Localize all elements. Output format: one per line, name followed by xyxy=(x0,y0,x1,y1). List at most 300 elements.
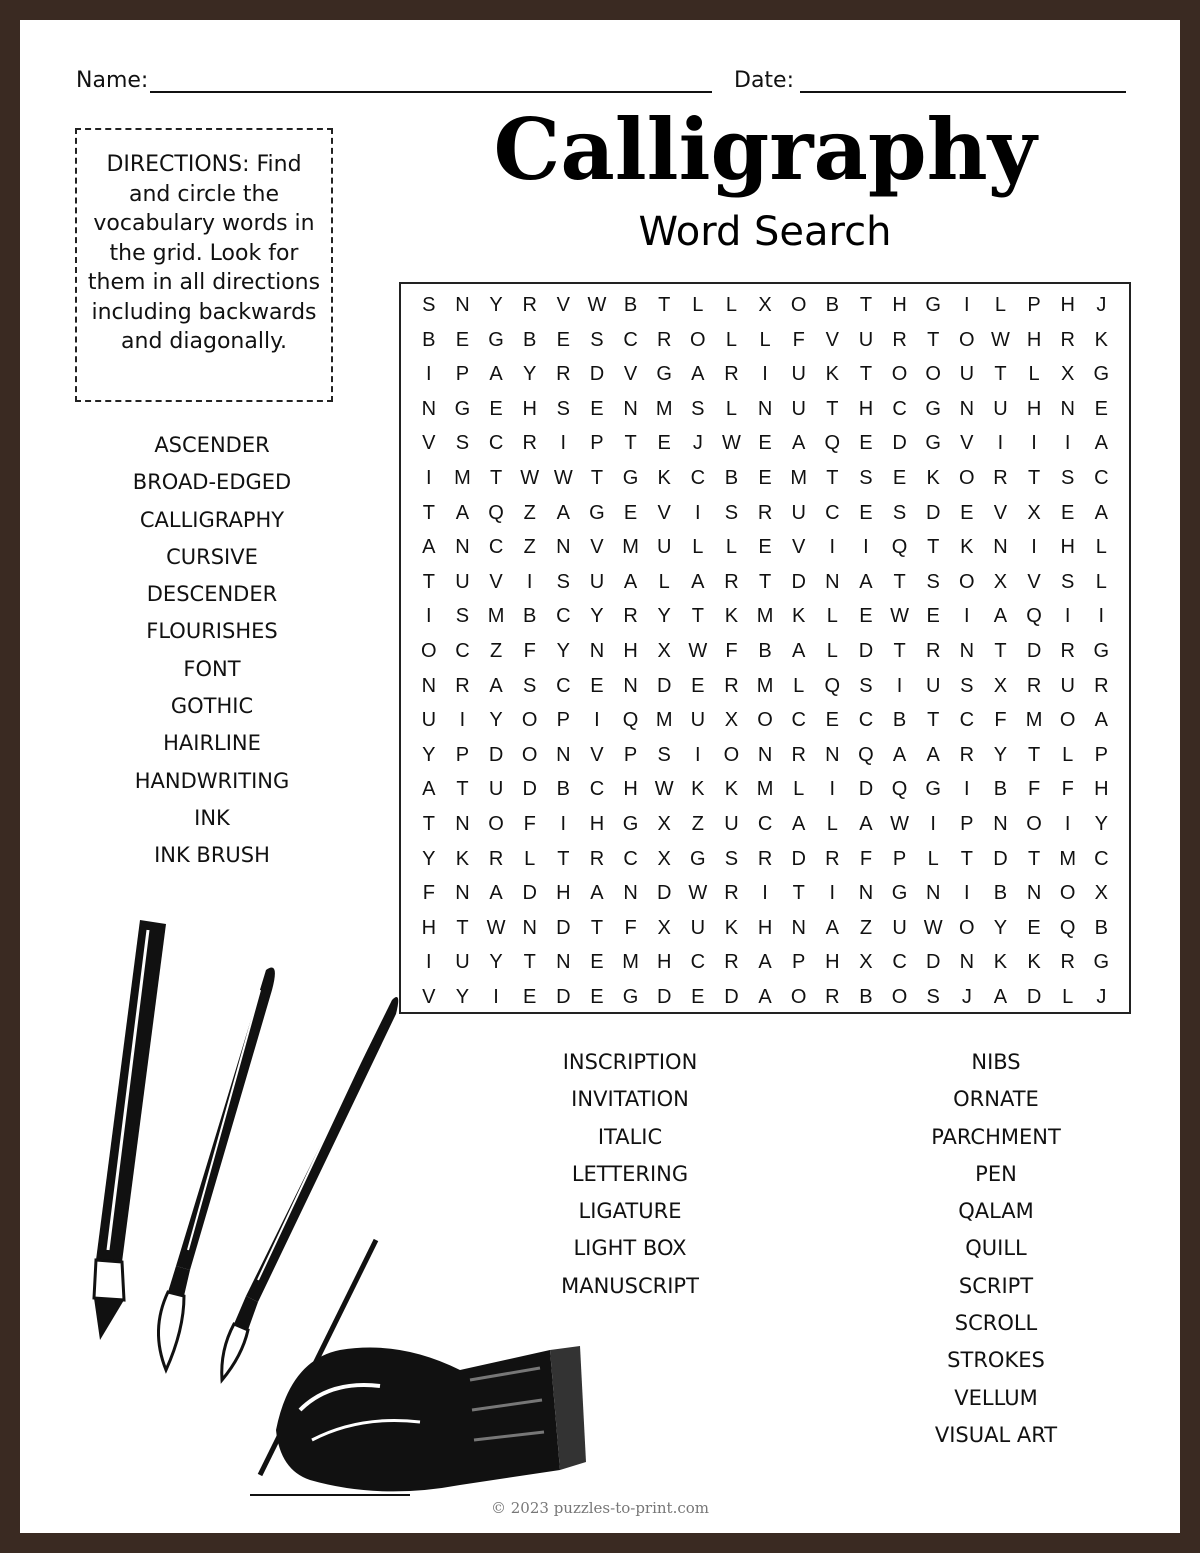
grid-cell: I xyxy=(695,743,701,766)
grid-cell: U xyxy=(959,363,975,386)
grid-cell: A xyxy=(422,778,436,801)
grid-cell: T xyxy=(523,951,536,974)
grid-cell: G xyxy=(454,397,471,420)
grid-cell: A xyxy=(691,363,705,386)
page-subtitle: Word Search xyxy=(638,209,892,255)
grid-cell: T xyxy=(456,916,469,939)
word-item: LIGHT BOX xyxy=(573,1236,687,1261)
grid-cell: X xyxy=(657,639,671,662)
word-item: HANDWRITING xyxy=(134,768,290,793)
grid-cell: R xyxy=(522,294,537,316)
word-item: ASCENDER xyxy=(154,433,270,457)
grid-cell: C xyxy=(1094,466,1109,489)
grid-cell: H xyxy=(589,812,605,835)
grid-cell: C xyxy=(959,709,975,732)
grid-cell: N xyxy=(522,916,537,939)
grid-cell: O xyxy=(1059,709,1076,732)
grid-cell: R xyxy=(925,639,941,662)
grid-cell: S xyxy=(455,605,470,628)
grid-cell: B xyxy=(523,328,537,351)
grid-cell: O xyxy=(521,743,538,766)
grid-cell: C xyxy=(556,605,571,628)
grid-cell: A xyxy=(590,882,604,905)
grid-cell: S xyxy=(1061,570,1075,593)
grid-cell: I xyxy=(964,605,970,628)
grid-cell: X xyxy=(1027,501,1041,524)
grid-cell: P xyxy=(590,432,604,455)
grid-cell: X xyxy=(657,916,671,939)
grid-cell: L xyxy=(994,294,1006,316)
copyright-notice: © 2023 puzzles-to-print.com xyxy=(490,1499,710,1517)
grid-cell: T xyxy=(456,778,469,801)
grid-cell: Z xyxy=(691,812,704,835)
grid-cell: D xyxy=(1026,985,1042,1008)
grid-cell: V xyxy=(590,536,604,559)
grid-cell: X xyxy=(1061,363,1075,386)
grid-cell: D xyxy=(858,639,874,662)
name-line xyxy=(150,91,712,93)
grid-cell: U xyxy=(791,363,806,386)
grid-cell: N xyxy=(623,882,638,905)
grid-cell: D xyxy=(724,985,739,1008)
word-item: VISUAL ART xyxy=(934,1422,1058,1447)
grid-cell: E xyxy=(556,328,570,351)
grid-cell: Y xyxy=(455,985,470,1008)
grid-row xyxy=(412,876,1118,911)
grid-cell: Q xyxy=(1059,916,1076,939)
grid-cell: R xyxy=(724,951,739,974)
grid-cell: L xyxy=(725,397,737,420)
grid-cell: M xyxy=(790,466,808,489)
grid-cell: F xyxy=(523,812,536,835)
grid-row xyxy=(412,599,1118,634)
grid-cell: I xyxy=(526,570,533,593)
grid-cell: S xyxy=(590,328,604,351)
word-item: QUILL xyxy=(965,1236,1027,1261)
grid-cell: E xyxy=(455,328,470,351)
grid-cell: K xyxy=(724,916,739,939)
grid-cell: D xyxy=(858,778,874,801)
grid-cell: K xyxy=(1027,951,1041,974)
grid-cell: U xyxy=(690,916,706,939)
grid-cell: S xyxy=(859,466,873,489)
grid-cell: U xyxy=(892,916,907,939)
grid-row xyxy=(412,392,1118,427)
grid-cell: K xyxy=(724,778,739,801)
grid-cell: Z xyxy=(523,536,536,559)
grid-cell: R xyxy=(455,674,470,697)
word-item: INVITATION xyxy=(571,1087,689,1112)
grid-cell: V xyxy=(556,294,570,316)
grid-cell: E xyxy=(892,466,907,489)
grid-cell: W xyxy=(890,812,909,835)
grid-cell: N xyxy=(959,951,975,974)
grid-cell: E xyxy=(657,432,671,455)
grid-cell: S xyxy=(455,432,470,455)
grid-cell: F xyxy=(994,709,1007,732)
grid-cell: E xyxy=(758,536,772,559)
word-item: GOTHIC xyxy=(170,694,254,719)
grid-cell: H xyxy=(1026,397,1042,420)
grid-cell: X xyxy=(1094,882,1108,905)
grid-cell: A xyxy=(859,570,873,593)
grid-cell: A xyxy=(758,985,772,1008)
grid-cell: C xyxy=(791,709,806,732)
grid-cell: A xyxy=(926,743,940,766)
grid-cell: S xyxy=(556,570,570,593)
grid-cell: C xyxy=(589,778,605,801)
grid-cell: S xyxy=(523,674,537,697)
grid-cell: M xyxy=(454,466,471,489)
directions-box xyxy=(75,128,333,402)
grid-cell: I xyxy=(695,501,701,524)
paint-brush-icon xyxy=(158,968,274,1371)
grid-cell: O xyxy=(790,294,807,316)
grid-cell: R xyxy=(993,466,1008,489)
grid-cell: L xyxy=(826,639,838,662)
grid-cell: T xyxy=(927,328,940,351)
grid-cell: T xyxy=(792,882,805,905)
grid-cell: H xyxy=(1060,536,1075,559)
grid-cell: Z xyxy=(859,916,873,939)
grid-cell: M xyxy=(1025,709,1043,732)
grid-cell: F xyxy=(1061,778,1074,801)
grid-cell: F xyxy=(523,639,536,662)
grid-cell: Y xyxy=(657,605,671,628)
grid-cell: G xyxy=(690,847,706,870)
grid-cell: T xyxy=(422,570,435,593)
grid-cell: N xyxy=(421,397,437,420)
grid-cell: N xyxy=(993,536,1008,559)
grid-cell: O xyxy=(891,363,908,386)
grid-cell: T xyxy=(893,570,906,593)
grid-cell: S xyxy=(892,501,907,524)
grid-cell: R xyxy=(791,743,806,766)
grid-cell: I xyxy=(426,363,432,386)
grid-cell: E xyxy=(691,674,705,697)
grid-cell: L xyxy=(1095,536,1107,559)
word-item: NIBS xyxy=(971,1050,1021,1074)
grid-cell: U xyxy=(1060,674,1075,697)
grid-cell: Y xyxy=(1094,812,1108,835)
grid-cell: Y xyxy=(590,605,604,628)
grid-cell: M xyxy=(1059,847,1077,870)
grid-cell: H xyxy=(421,916,437,939)
grid-cell: N xyxy=(556,951,571,974)
grid-cell: N xyxy=(455,536,470,559)
grid-cell: V xyxy=(623,363,638,386)
grid-row xyxy=(412,772,1118,807)
grid-cell: E xyxy=(960,501,974,524)
grid-row xyxy=(412,496,1118,531)
word-item: QALAM xyxy=(958,1199,1034,1224)
grid-cell: V xyxy=(1027,570,1041,593)
word-item: LIGATURE xyxy=(578,1199,682,1224)
grid-cell: W xyxy=(688,882,708,905)
grid-cell: F xyxy=(792,328,805,351)
grid-cell: O xyxy=(959,570,975,593)
grid-cell: I xyxy=(930,812,936,835)
grid-cell: V xyxy=(993,501,1008,524)
grid-cell: V xyxy=(792,536,806,559)
grid-cell: A xyxy=(792,432,806,455)
grid-cell: G xyxy=(589,501,605,524)
grid-cell: T xyxy=(826,397,839,420)
grid-cell: N xyxy=(858,882,874,905)
grid-cell: F xyxy=(422,882,435,905)
grid-cell: R xyxy=(522,432,537,455)
grid-cell: N xyxy=(421,674,437,697)
grid-cell: E xyxy=(590,674,604,697)
grid-cell: A xyxy=(1094,432,1108,455)
grid-cell: O xyxy=(723,743,740,766)
grid-cell: P xyxy=(960,812,974,835)
word-list-left xyxy=(72,427,352,875)
grid-cell: K xyxy=(657,466,671,489)
grid-cell: X xyxy=(859,951,873,974)
grid-cell: V xyxy=(657,501,671,524)
grid-cell: D xyxy=(656,882,672,905)
grid-cell: F xyxy=(725,639,738,662)
word-item: FONT xyxy=(183,656,241,681)
grid-cell: O xyxy=(421,639,437,662)
grid-cell: N xyxy=(556,536,571,559)
grid-cell: I xyxy=(997,432,1004,455)
grid-cell: C xyxy=(690,466,706,489)
grid-cell: D xyxy=(488,743,504,766)
grid-cell: N xyxy=(959,639,975,662)
grid-cell: V xyxy=(422,985,436,1008)
word-item: INK xyxy=(194,805,230,830)
grid-cell: W xyxy=(486,916,506,939)
grid-cell: A xyxy=(758,951,772,974)
grid-cell: C xyxy=(892,951,907,974)
grid-cell: X xyxy=(657,847,671,870)
grid-cell: B xyxy=(892,709,907,732)
grid-cell: E xyxy=(1061,501,1075,524)
grid-cell: D xyxy=(791,847,806,870)
grid-cell: Q xyxy=(891,536,908,559)
grid-row xyxy=(412,530,1118,565)
grid-cell: Y xyxy=(422,743,436,766)
grid-cell: H xyxy=(656,951,672,974)
grid-cell: L xyxy=(692,536,704,559)
grid-cell: I xyxy=(1098,605,1105,628)
grid-cell: R xyxy=(724,570,739,593)
grid-cell: M xyxy=(756,778,774,801)
word-item: CURSIVE xyxy=(166,544,258,569)
grid-cell: T xyxy=(691,605,704,628)
grid-cell: I xyxy=(829,882,836,905)
grid-cell: L xyxy=(1095,570,1107,593)
grid-cell: R xyxy=(757,847,773,870)
grid-cell: E xyxy=(523,985,537,1008)
grid-cell: G xyxy=(925,432,941,455)
grid-cell: A xyxy=(422,536,436,559)
grid-cell: L xyxy=(692,294,704,316)
grid-cell: Y xyxy=(489,709,503,732)
grid-cell: R xyxy=(724,674,739,697)
grid-cell: G xyxy=(656,363,672,386)
grid-cell: D xyxy=(1026,639,1042,662)
grid-cell: J xyxy=(692,432,703,455)
grid-cell: O xyxy=(521,709,538,732)
grid-cell: Y xyxy=(489,294,503,316)
grid-row xyxy=(412,634,1118,669)
grid-cell: M xyxy=(622,951,639,974)
grid-cell: B xyxy=(724,466,739,489)
grid-cell: U xyxy=(421,709,437,732)
grid-cell: R xyxy=(724,363,739,386)
grid-cell: T xyxy=(927,536,940,559)
grid-cell: E xyxy=(758,432,772,455)
grid-row xyxy=(412,357,1118,392)
grid-cell: G xyxy=(622,466,639,489)
grid-cell: W xyxy=(520,466,540,489)
word-item: STROKES xyxy=(947,1348,1045,1373)
grid-cell: V xyxy=(825,328,839,351)
writing-hand-icon xyxy=(250,1240,586,1495)
grid-cell: X xyxy=(724,709,739,732)
grid-cell: S xyxy=(926,570,940,593)
grid-row xyxy=(412,669,1118,704)
grid-cell: R xyxy=(1060,951,1075,974)
word-item: HAIRLINE xyxy=(163,731,261,756)
grid-cell: P xyxy=(455,363,470,386)
grid-cell: Y xyxy=(422,847,436,870)
grid-cell: R xyxy=(556,363,571,386)
grid-row xyxy=(412,738,1118,773)
grid-cell: I xyxy=(1064,605,1071,628)
grid-cell: T xyxy=(893,639,906,662)
grid-cell: B xyxy=(859,985,873,1008)
grid-cell: J xyxy=(1096,294,1107,316)
grid-cell: K xyxy=(825,363,839,386)
grid-cell: D xyxy=(522,882,537,905)
grid-cell: X xyxy=(657,812,671,835)
grid-cell: Q xyxy=(891,778,908,801)
word-item: PARCHMENT xyxy=(931,1124,1061,1149)
grid-cell: G xyxy=(1093,951,1110,974)
grid-cell: C xyxy=(623,328,638,351)
grid-row xyxy=(412,703,1118,738)
word-item: ORNATE xyxy=(953,1087,1039,1112)
grid-cell: L xyxy=(725,328,737,351)
grid-cell: D xyxy=(993,847,1008,870)
grid-cell: W xyxy=(890,605,909,628)
grid-row xyxy=(412,323,1118,358)
grid-cell: S xyxy=(859,674,873,697)
grid-cell: N xyxy=(623,674,638,697)
grid-cell: S xyxy=(724,847,739,870)
grid-cell: O xyxy=(790,985,807,1008)
grid-cell: X xyxy=(993,570,1008,593)
grid-cell: C xyxy=(825,501,840,524)
grid-cell: B xyxy=(1094,916,1108,939)
grid-cell: C xyxy=(488,432,504,455)
grid-cell: I xyxy=(964,294,970,316)
grid-cell: U xyxy=(724,812,739,835)
worksheet xyxy=(20,20,1180,1533)
grid-cell: R xyxy=(1094,674,1109,697)
grid-cell: A xyxy=(489,882,503,905)
grid-cell: R xyxy=(724,882,739,905)
word-item: LETTERING xyxy=(571,1161,689,1186)
grid-cell: B xyxy=(825,294,839,316)
grid-cell: K xyxy=(1094,328,1108,351)
grid-cell: E xyxy=(623,501,638,524)
grid-row xyxy=(412,807,1118,842)
grid-cell: N xyxy=(825,570,840,593)
grid-cell: W xyxy=(654,778,674,801)
grid-cell: L xyxy=(658,570,670,593)
grid-cell: R xyxy=(589,847,605,870)
grid-cell: O xyxy=(488,812,504,835)
grid-cell: H xyxy=(623,639,638,662)
grid-cell: A xyxy=(792,639,806,662)
grid-cell: G xyxy=(925,294,941,316)
grid-cell: G xyxy=(622,985,639,1008)
grid-cell: L xyxy=(1062,985,1074,1008)
grid-cell: E xyxy=(1094,397,1108,420)
grid-cell: L xyxy=(793,674,805,697)
grid-cell: Q xyxy=(1026,605,1042,628)
grid-cell: I xyxy=(594,709,600,732)
grid-cell: I xyxy=(493,985,499,1008)
grid-cell: C xyxy=(892,397,907,420)
grid-cell: M xyxy=(655,709,673,732)
grid-cell: N xyxy=(556,743,571,766)
grid-cell: U xyxy=(690,709,706,732)
grid-cell: K xyxy=(792,605,806,628)
grid-cell: P xyxy=(792,951,806,974)
grid-cell: L xyxy=(793,778,805,801)
grid-cell: V xyxy=(960,432,974,455)
grid-cell: M xyxy=(756,674,774,697)
grid-cell: A xyxy=(623,570,638,593)
grid-cell: R xyxy=(757,501,773,524)
grid-cell: I xyxy=(1064,812,1071,835)
grid-cell: U xyxy=(925,674,941,697)
grid-cell: M xyxy=(756,605,774,628)
grid-cell: T xyxy=(927,709,940,732)
grid-cell: O xyxy=(891,985,908,1008)
grid-cell: R xyxy=(623,605,638,628)
grid-cell: P xyxy=(1027,294,1041,316)
grid-cell: M xyxy=(622,536,639,559)
grid-cell: C xyxy=(623,847,638,870)
grid-cell: I xyxy=(964,882,970,905)
grid-cell: C xyxy=(556,674,571,697)
grid-cell: N xyxy=(757,397,773,420)
grid-cell: T xyxy=(1027,847,1041,870)
grid-cell: E xyxy=(590,397,604,420)
grid-cell: H xyxy=(1026,328,1042,351)
grid-cell: R xyxy=(892,328,907,351)
grid-cell: N xyxy=(589,639,605,662)
grid-cell: K xyxy=(691,778,705,801)
grid-cell: E xyxy=(590,985,604,1008)
pens-and-writing-hand-icon xyxy=(80,910,600,1500)
grid-cell: A xyxy=(825,916,839,939)
grid-cell: Q xyxy=(858,743,874,766)
grid-cell: P xyxy=(556,709,570,732)
grid-cell: A xyxy=(993,985,1008,1008)
grid-cell: T xyxy=(590,466,604,489)
grid-cell: T xyxy=(422,501,435,524)
grid-cell: L xyxy=(826,812,838,835)
grid-cell: L xyxy=(725,294,737,316)
